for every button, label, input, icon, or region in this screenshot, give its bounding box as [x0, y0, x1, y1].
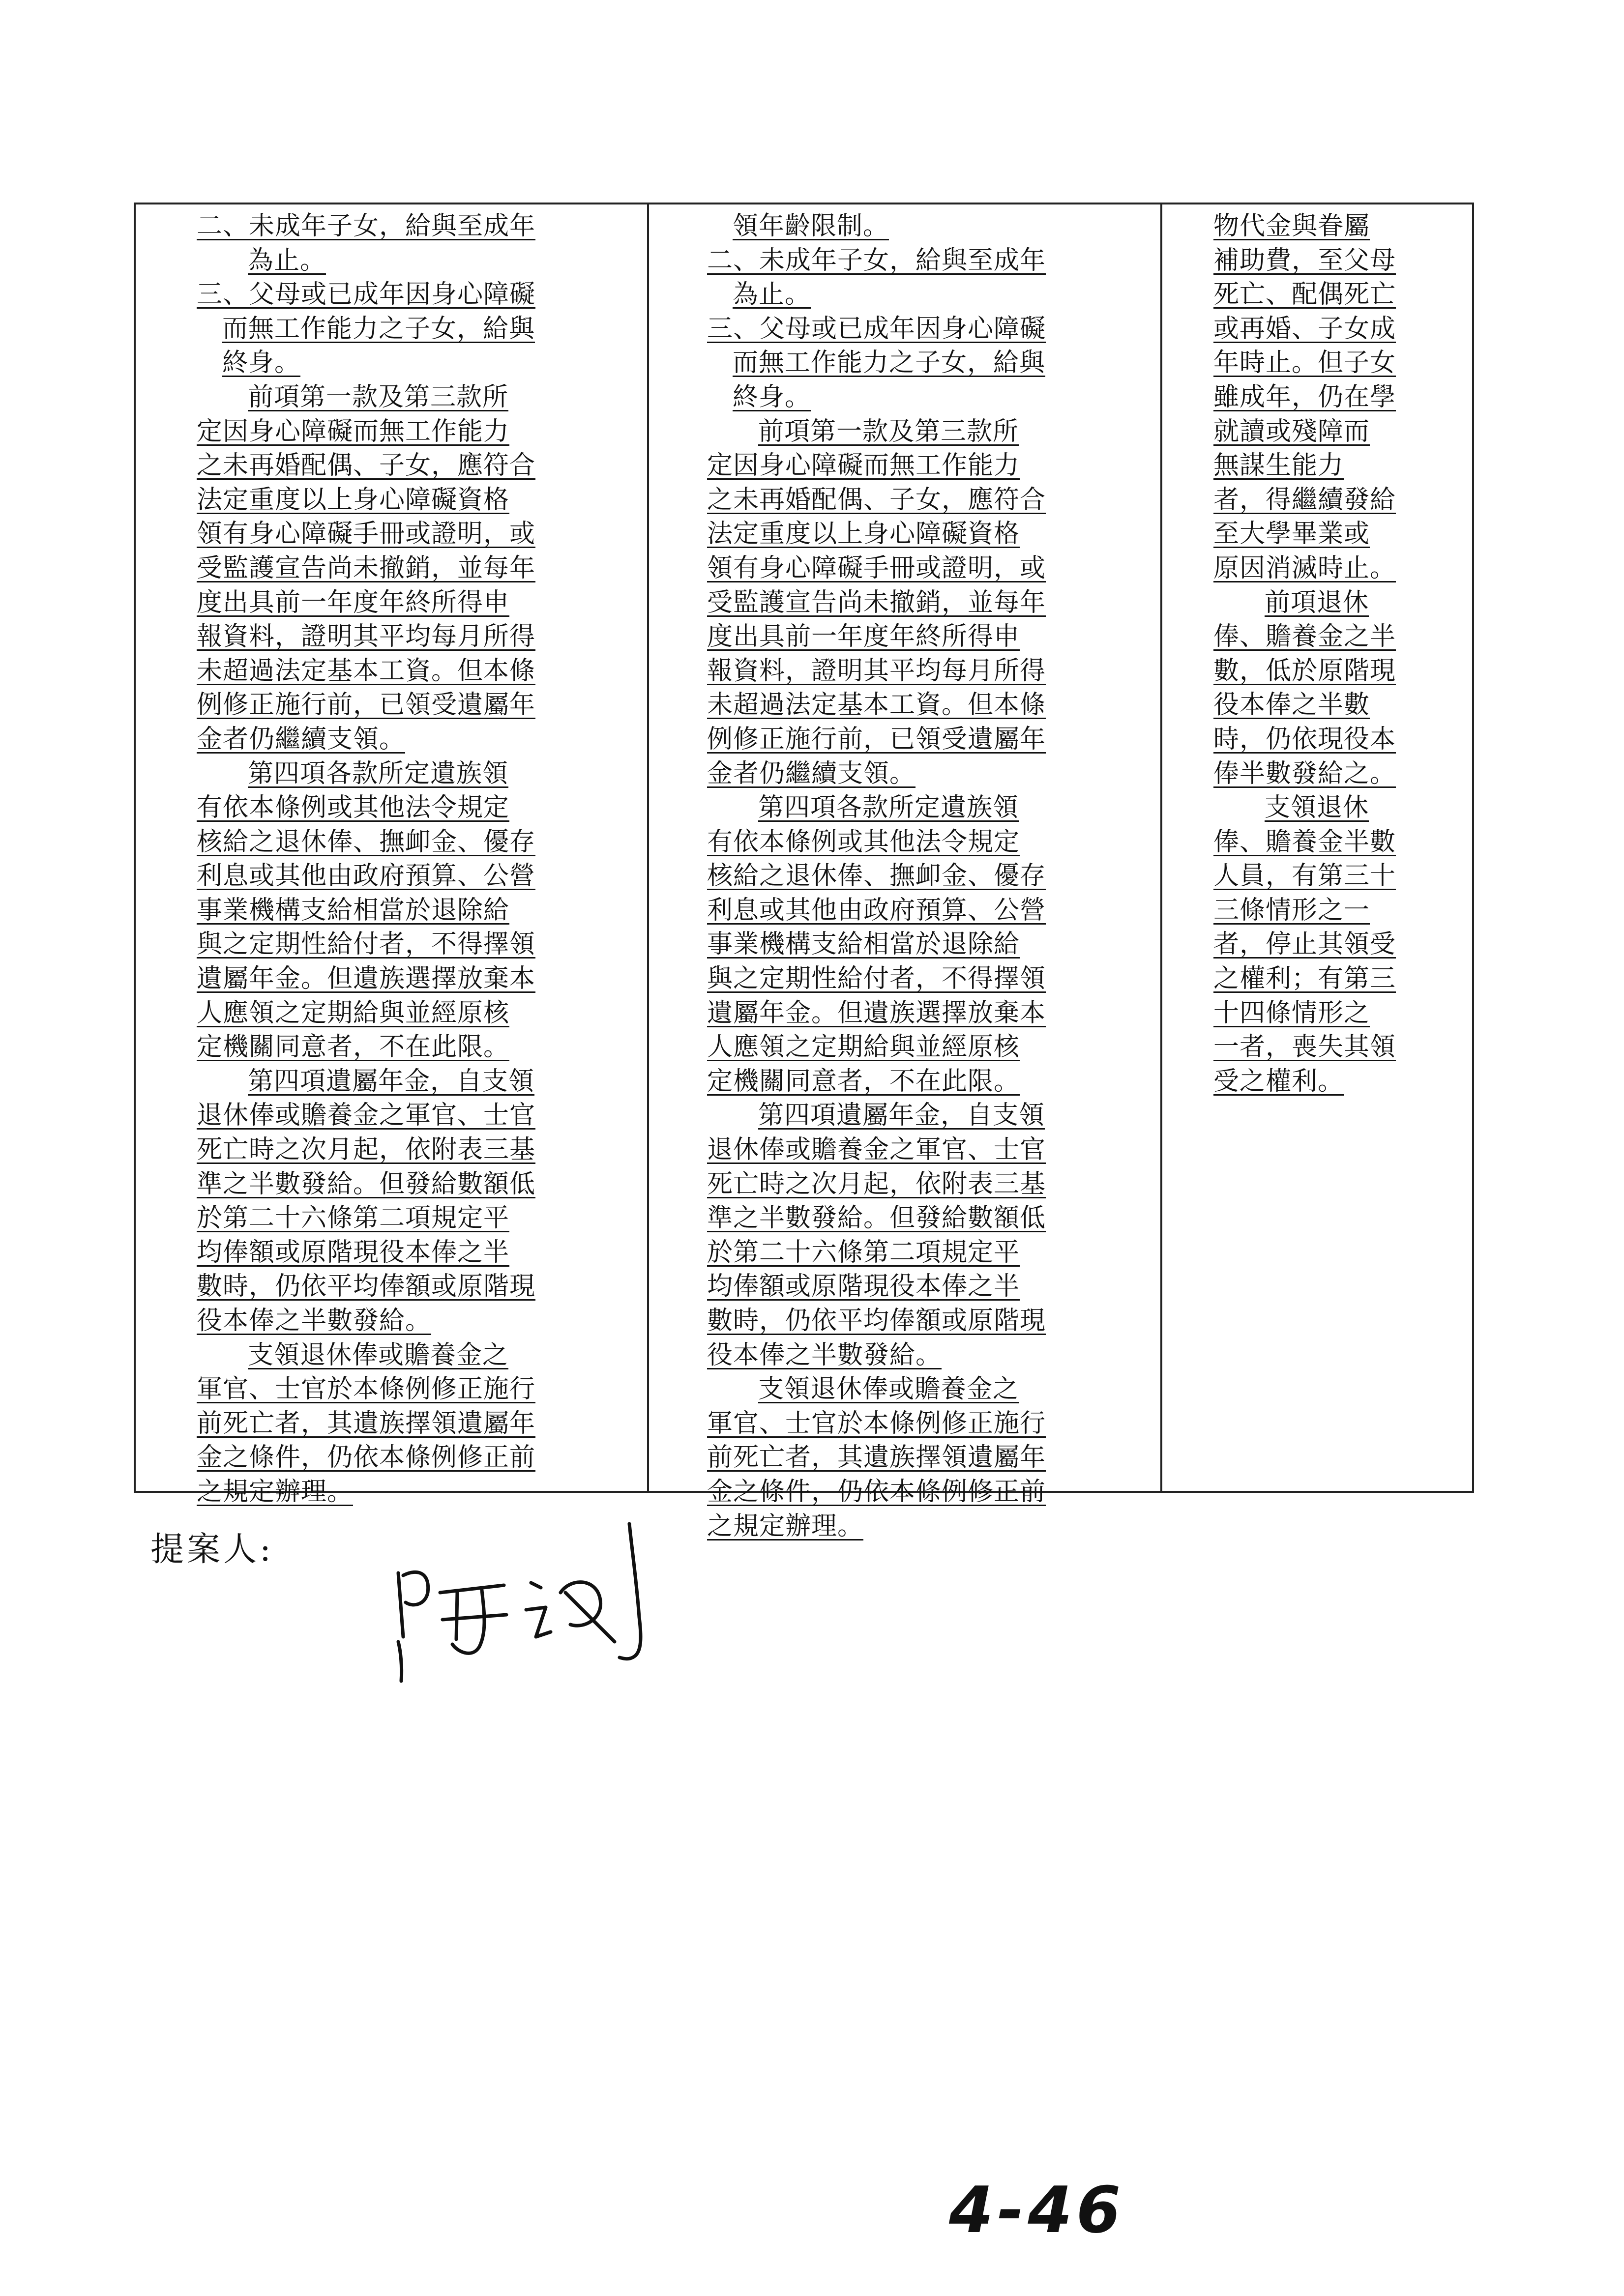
text-line-content: 事業機構支給相當於退除給 [707, 930, 1020, 959]
text-line-content: 支領退休俸或贍養金之 [248, 1340, 509, 1370]
text-line [1213, 825, 1472, 860]
text-line-content: 報資料，證明其平均每月所得 [197, 622, 536, 652]
text-line [1213, 380, 1472, 415]
text-line-content: 例修正施行前，已領受遺屬年 [197, 690, 536, 720]
text-line [197, 483, 647, 518]
text-line-content: 均俸額或原階現役本俸之半 [197, 1237, 510, 1267]
text-line-content: 報資料，證明其平均每月所得 [707, 656, 1046, 686]
text-line [197, 517, 647, 552]
text-line [707, 1441, 1160, 1475]
text-line [197, 1201, 647, 1236]
text-line-content: 役本俸之半數發給。 [707, 1340, 942, 1370]
text-line-content: 利息或其他由政府預算、公營 [197, 861, 536, 891]
text-line [197, 209, 647, 244]
text-line-content: 退休俸或贍養金之軍官、士官 [707, 1135, 1046, 1165]
text-line-content: 受監護宣告尚未撤銷，並每年 [707, 587, 1046, 617]
text-line-content: 度出具前一年度年終所得申 [707, 622, 1020, 652]
text-line-content: 前死亡者，其遺族擇領遺屬年 [197, 1408, 536, 1438]
text-line-content: 人應領之定期給與並經原核 [197, 998, 510, 1028]
text-line-content: 金之條件，仍依本條例修正前 [707, 1477, 1046, 1507]
text-line [1213, 517, 1472, 552]
text-line [1213, 552, 1472, 586]
text-line-content: 法定重度以上身心障礙資格 [707, 519, 1020, 549]
text-line-content: 退休俸或贍養金之軍官、士官 [197, 1101, 536, 1131]
text-line-content: 而無工作能力之子女，給與 [222, 314, 535, 344]
text-line-content: 三、父母或已成年因身心障礙 [707, 314, 1046, 344]
text-line-content: 役本俸之半數發給。 [197, 1306, 432, 1336]
text-line-content: 就讀或殘障而 [1213, 416, 1370, 446]
text-line-content: 例修正施行前，已領受遺屬年 [707, 724, 1046, 754]
text-line [197, 449, 647, 483]
text-line [707, 552, 1160, 586]
text-line-content: 者，停止其領受 [1213, 930, 1396, 959]
text-line [707, 928, 1160, 962]
text-line [1213, 209, 1472, 244]
text-line [707, 825, 1160, 860]
text-line-content: 或再婚、子女成 [1213, 314, 1396, 344]
text-line [197, 894, 647, 928]
text-line-content: 軍官、士官於本條例修正施行 [197, 1374, 536, 1404]
text-line [1213, 244, 1472, 278]
text-line-content: 為止。 [733, 280, 811, 310]
text-line-content: 死亡、配偶死亡 [1213, 280, 1396, 310]
text-line-content: 死亡時之次月起，依附表三基 [707, 1169, 1046, 1199]
text-line [707, 1030, 1160, 1065]
text-line [197, 928, 647, 962]
text-line [707, 1407, 1160, 1441]
text-line-content: 於第二十六條第二項規定平 [707, 1237, 1020, 1267]
text-line-content: 法定重度以上身心障礙資格 [197, 485, 510, 515]
text-line-content: 未超過法定基本工資。但本條 [707, 690, 1046, 720]
text-line-content: 定機關同意者，不在此限。 [197, 1032, 510, 1062]
text-line-content: 而無工作能力之子女，給與 [733, 348, 1046, 378]
comparison-table [134, 203, 1474, 1541]
text-line-content: 支領退休 [1265, 793, 1369, 823]
text-line [197, 723, 647, 757]
text-line [197, 552, 647, 586]
text-line [707, 346, 1160, 380]
text-line-content: 終身。 [733, 382, 811, 412]
text-line [707, 1510, 1160, 1544]
text-line-content: 無謀生能力 [1213, 451, 1344, 481]
text-line-content: 受監護宣告尚未撤銷，並每年 [197, 553, 536, 583]
text-line [1213, 688, 1472, 723]
text-line [707, 380, 1160, 415]
text-line [197, 757, 647, 791]
text-line-content: 有依本條例或其他法令規定 [197, 793, 510, 823]
text-line-content: 前項第一款及第三款所 [248, 382, 509, 412]
text-line [197, 278, 647, 312]
text-line-content: 至大學畢業或 [1213, 519, 1370, 549]
text-line [197, 1407, 647, 1441]
text-line-content: 遺屬年金。但遺族選擇放棄本 [707, 998, 1046, 1028]
text-line [707, 1270, 1160, 1304]
text-line [707, 620, 1160, 654]
text-line [707, 688, 1160, 723]
text-line-content: 定因身心障礙而無工作能力 [707, 451, 1020, 481]
text-line-content: 俸半數發給之。 [1213, 758, 1396, 788]
text-line [707, 791, 1160, 825]
text-line [707, 1133, 1160, 1167]
column-original-text [1162, 204, 1472, 1491]
text-line [197, 244, 647, 278]
text-line-content: 人員，有第三十 [1213, 861, 1396, 891]
text-line-content: 與之定期性給付者，不得擇領 [707, 964, 1046, 994]
text-line [707, 517, 1160, 552]
text-line-content: 物代金與眷屬 [1213, 211, 1370, 241]
column-current-text [649, 204, 1162, 1541]
text-line [707, 723, 1160, 757]
text-line [707, 586, 1160, 620]
text-line-content: 一者，喪失其領 [1213, 1032, 1396, 1062]
text-line-content: 第四項各款所定遺族領 [248, 758, 509, 788]
text-line [1213, 654, 1472, 689]
text-line [707, 483, 1160, 518]
text-line-content: 之規定辦理。 [197, 1477, 354, 1507]
text-line-content: 準之半數發給。但發給數額低 [707, 1203, 1046, 1233]
text-line [1213, 620, 1472, 654]
text-line-content: 之權利；有第三 [1213, 964, 1396, 994]
text-line [1213, 723, 1472, 757]
text-line [197, 312, 647, 347]
text-line-content: 補助費，至父母 [1213, 245, 1396, 275]
text-line-content: 前死亡者，其遺族擇領遺屬年 [707, 1443, 1046, 1473]
text-line [197, 962, 647, 996]
text-line-content: 數時，仍依平均俸額或原階現 [197, 1272, 536, 1302]
text-line-content: 之未再婚配偶、子女，應符合 [197, 451, 536, 481]
text-line [707, 1099, 1160, 1133]
text-line-content: 年時止。但子女 [1213, 348, 1396, 378]
text-line-content: 度出具前一年度年終所得申 [197, 587, 510, 617]
handwritten-signature [384, 1519, 698, 1706]
text-line-content: 終身。 [222, 348, 301, 378]
text-line [1213, 894, 1472, 928]
text-line [197, 1133, 647, 1167]
text-line-content: 金者仍繼續支領。 [197, 724, 406, 754]
text-line [197, 415, 647, 449]
text-line-content: 受之權利。 [1213, 1066, 1344, 1096]
text-line [707, 894, 1160, 928]
text-line [197, 346, 647, 380]
text-line [1213, 928, 1472, 962]
text-line-content: 未超過法定基本工資。但本條 [197, 656, 536, 686]
text-line-content: 準之半數發給。但發給數額低 [197, 1169, 536, 1199]
text-line [1213, 449, 1472, 483]
text-line [707, 278, 1160, 312]
text-line [707, 1338, 1160, 1373]
text-line [197, 1304, 647, 1338]
text-line [197, 1270, 647, 1304]
text-line-content: 十四條情形之 [1213, 998, 1370, 1028]
text-line [1213, 483, 1472, 518]
text-line [197, 825, 647, 860]
text-line-content: 前項退休 [1265, 587, 1369, 617]
text-line [707, 962, 1160, 996]
text-line-content: 之未再婚配偶、子女，應符合 [707, 485, 1046, 515]
text-line [707, 1372, 1160, 1407]
text-line [707, 1167, 1160, 1202]
text-line-content: 時，仍依現役本 [1213, 724, 1396, 754]
text-line-content: 為止。 [248, 245, 326, 275]
text-line-content: 事業機構支給相當於退除給 [197, 895, 510, 925]
text-line [197, 996, 647, 1031]
text-line [1213, 278, 1472, 312]
text-line-content: 與之定期性給付者，不得擇領 [197, 930, 536, 959]
text-line-content: 原因消滅時止。 [1213, 553, 1396, 583]
text-line [197, 1065, 647, 1099]
text-line-content: 領有身心障礙手冊或證明，或 [707, 553, 1046, 583]
text-line-content: 定因身心障礙而無工作能力 [197, 416, 510, 446]
text-line [197, 859, 647, 894]
page-number: 4-46 [949, 2173, 1125, 2247]
text-line [707, 209, 1160, 244]
column-amended-text [136, 204, 649, 1507]
text-line [197, 380, 647, 415]
text-line-content: 三、父母或已成年因身心障礙 [197, 280, 536, 310]
text-line-content: 核給之退休俸、撫卹金、優存 [707, 861, 1046, 891]
text-line [197, 654, 647, 689]
text-line [197, 1167, 647, 1202]
text-line-content: 前項第一款及第三款所 [758, 416, 1019, 446]
text-line-content: 遺屬年金。但遺族選擇放棄本 [197, 964, 536, 994]
text-line [197, 1475, 647, 1510]
text-line-content: 定機關同意者，不在此限。 [707, 1066, 1020, 1096]
text-line-content: 領年齡限制。 [733, 211, 889, 241]
text-line-content: 役本俸之半數 [1213, 690, 1370, 720]
text-line [197, 1338, 647, 1373]
text-line [1213, 586, 1472, 620]
text-line-content: 數，低於原階現 [1213, 656, 1396, 686]
text-line [707, 415, 1160, 449]
text-line-content: 於第二十六條第二項規定平 [197, 1203, 510, 1233]
text-line [1213, 996, 1472, 1031]
text-line [707, 244, 1160, 278]
text-line [1213, 962, 1472, 996]
text-line [1213, 312, 1472, 347]
text-line-content: 第四項遺屬年金，自支領 [758, 1101, 1045, 1131]
text-line [197, 620, 647, 654]
text-line [707, 996, 1160, 1031]
text-line-content: 俸、贍養金之半 [1213, 622, 1396, 652]
text-line-content: 核給之退休俸、撫卹金、優存 [197, 827, 536, 857]
text-line-content: 領有身心障礙手冊或證明，或 [197, 519, 536, 549]
text-line-content: 死亡時之次月起，依附表三基 [197, 1135, 536, 1165]
text-line-content: 有依本條例或其他法令規定 [707, 827, 1020, 857]
text-line [197, 688, 647, 723]
text-line-content: 人應領之定期給與並經原核 [707, 1032, 1020, 1062]
text-line [707, 1304, 1160, 1338]
text-line-content: 金之條件，仍依本條例修正前 [197, 1443, 536, 1473]
text-line-content: 俸、贍養金半數 [1213, 827, 1396, 857]
text-line [707, 654, 1160, 689]
text-line [197, 586, 647, 620]
text-line-content: 第四項遺屬年金，自支領 [248, 1066, 535, 1096]
text-line [707, 1475, 1160, 1510]
text-line-content: 三條情形之一 [1213, 895, 1370, 925]
text-line [1213, 1030, 1472, 1065]
text-line [1213, 346, 1472, 380]
text-line-content: 二、未成年子女，給與至成年 [707, 245, 1046, 275]
text-line-content: 支領退休俸或贍養金之 [758, 1374, 1019, 1404]
text-line-content: 雖成年，仍在學 [1213, 382, 1396, 412]
text-line-content: 數時，仍依平均俸額或原階現 [707, 1306, 1046, 1336]
text-line [197, 1441, 647, 1475]
text-line-content: 金者仍繼續支領。 [707, 758, 916, 788]
text-line [197, 791, 647, 825]
text-line-content: 第四項各款所定遺族領 [758, 793, 1019, 823]
proposer-label: 提案人: [150, 1530, 274, 1569]
text-line [707, 859, 1160, 894]
text-line-content: 二、未成年子女，給與至成年 [197, 211, 536, 241]
text-line-content: 者，得繼續發給 [1213, 485, 1396, 515]
text-line [707, 312, 1160, 347]
text-line-content: 之規定辦理。 [707, 1511, 864, 1541]
text-line [707, 449, 1160, 483]
text-line [707, 1201, 1160, 1236]
text-line [197, 1372, 647, 1407]
text-line [197, 1030, 647, 1065]
text-line [1213, 1065, 1472, 1099]
text-line [197, 1099, 647, 1133]
text-line-content: 均俸額或原階現役本俸之半 [707, 1272, 1020, 1302]
text-line-content: 軍官、士官於本條例修正施行 [707, 1408, 1046, 1438]
text-line [1213, 859, 1472, 894]
text-line [707, 1236, 1160, 1270]
text-line [197, 1236, 647, 1270]
text-line [1213, 791, 1472, 825]
text-line [707, 1065, 1160, 1099]
text-line [707, 757, 1160, 791]
text-line [1213, 415, 1472, 449]
text-line [1213, 757, 1472, 791]
text-line-content: 利息或其他由政府預算、公營 [707, 895, 1046, 925]
